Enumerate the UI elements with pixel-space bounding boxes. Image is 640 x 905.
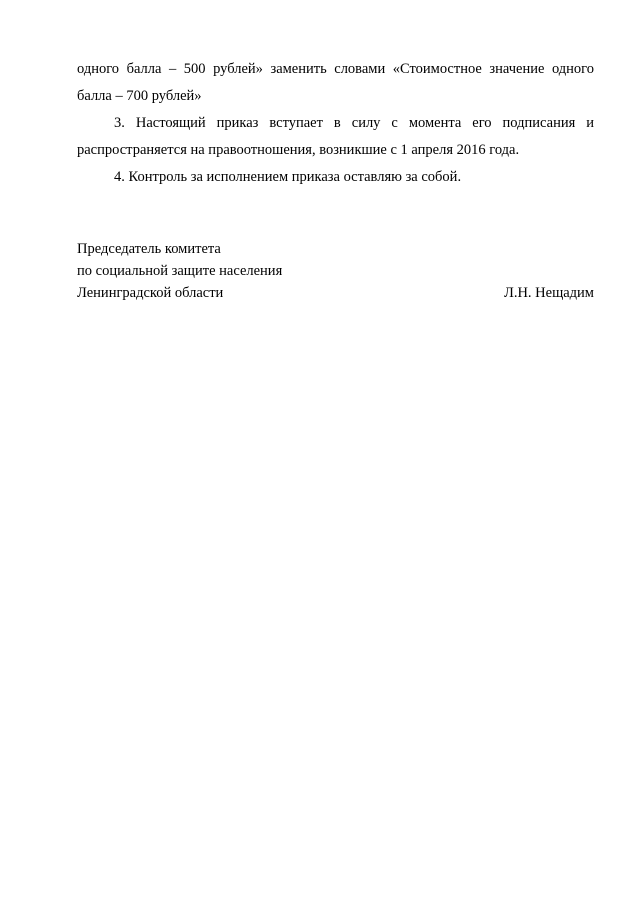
signature-block [77,238,594,304]
signer-position-line-1: Председатель комитета [77,241,221,257]
paragraph-item-4: 4. Контроль за исполнением приказа оставляю за собой. [114,169,462,185]
signer-name: Л.Н. Нещадим [503,285,594,301]
paragraph-continuation: одного балла – 500 рублей» заменить словами «Стоимостное значение одного балла – 700 рублей» [77,61,594,104]
signature-line-3 [77,282,594,304]
signer-position-line-2: по социальной защите населения [77,263,283,279]
signature-line-2 [77,260,594,282]
document-body [77,56,594,191]
signer-position-line-3: Ленинградской области [77,285,224,301]
paragraph-item-3: 3. Настоящий приказ вступает в силу с момента его подписания и распространяется на правоотношения, возникшие с 1 апреля 2016 года. [77,115,594,158]
signature-line-1 [77,238,594,260]
